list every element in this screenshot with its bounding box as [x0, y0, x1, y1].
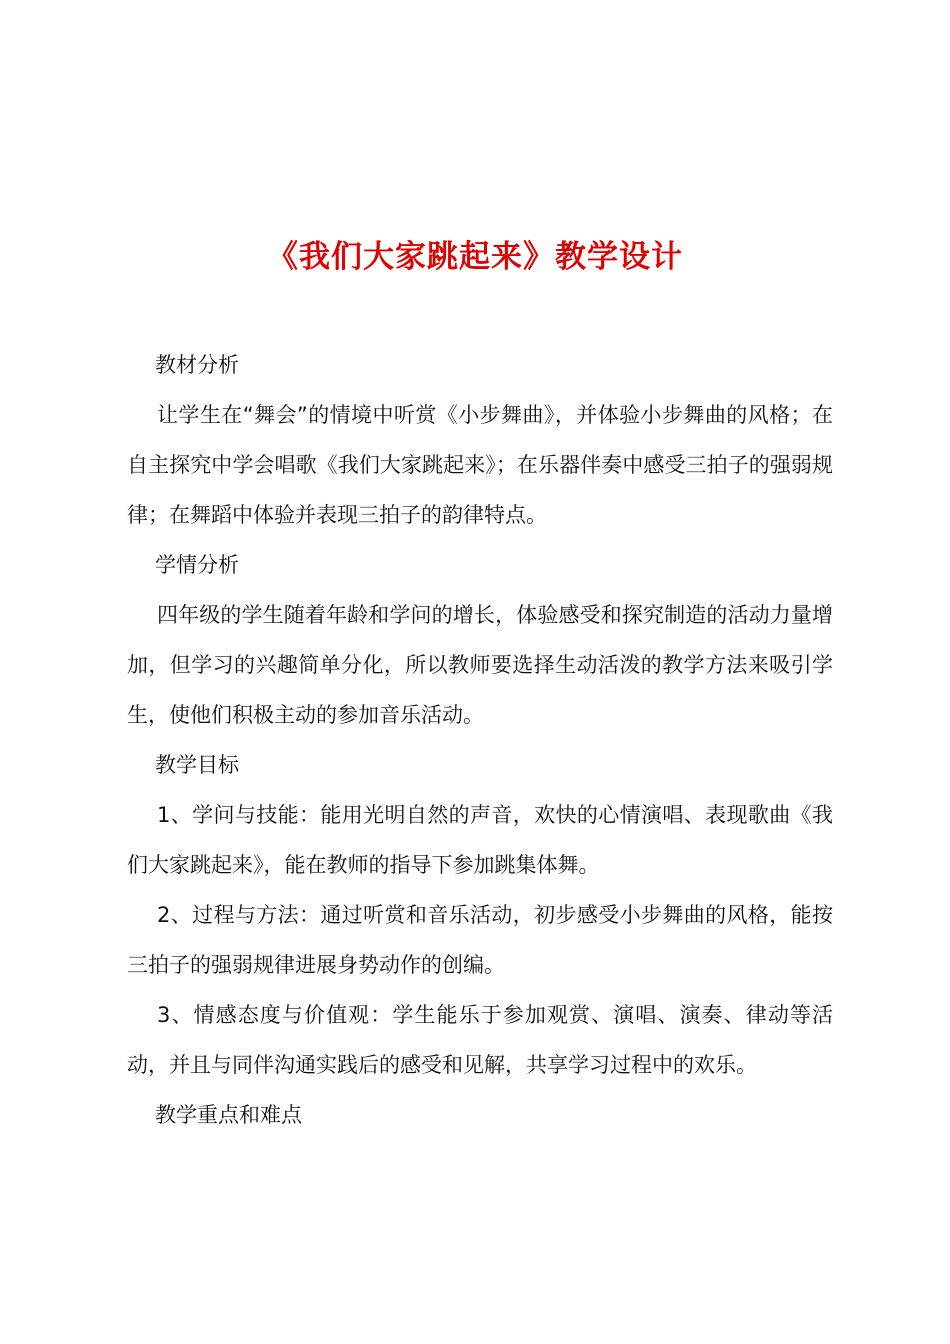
section-heading-goals: 教学目标	[155, 753, 239, 777]
paragraph-goal-2: 2、过程与方法：通过听赏和音乐活动，初步感受小步舞曲的风格，能按三拍子的强弱规律进展身势动作的创编。	[127, 903, 833, 977]
paragraph-students: 四年级的学生随着年龄和学问的增长，体验感受和探究制造的活动力量增加，但学习的兴趣简单分化，所以教师要选择生动活泼的教学方法来吸引学生，使他们积极主动的参加音乐活动。	[127, 603, 833, 727]
document-title: 《我们大家跳起来》教学设计	[267, 238, 683, 275]
section-heading-focus: 教学重点和难点	[155, 1103, 302, 1127]
section-heading-material: 教材分析	[155, 353, 239, 377]
paragraph-goal-3: 3、情感态度与价值观：学生能乐于参加观赏、演唱、演奏、律动等活动，并且与同伴沟通实践后的感受和见解，共享学习过程中的欢乐。	[127, 1003, 833, 1077]
paragraph-goal-1: 1、学问与技能：能用光明自然的声音，欢快的心情演唱、表现歌曲《我们大家跳起来》，能在教师的指导下参加跳集体舞。	[127, 803, 833, 877]
document-body	[127, 340, 833, 1140]
section-heading-students: 学情分析	[155, 553, 239, 577]
paragraph-material: 让学生在“舞会”的情境中听赏《小步舞曲》，并体验小步舞曲的风格；在自主探究中学会唱歌《我们大家跳起来》；在乐器伴奏中感受三拍子的强弱规律；在舞蹈中体验并表现三拍子的韵律特点。	[127, 403, 833, 527]
